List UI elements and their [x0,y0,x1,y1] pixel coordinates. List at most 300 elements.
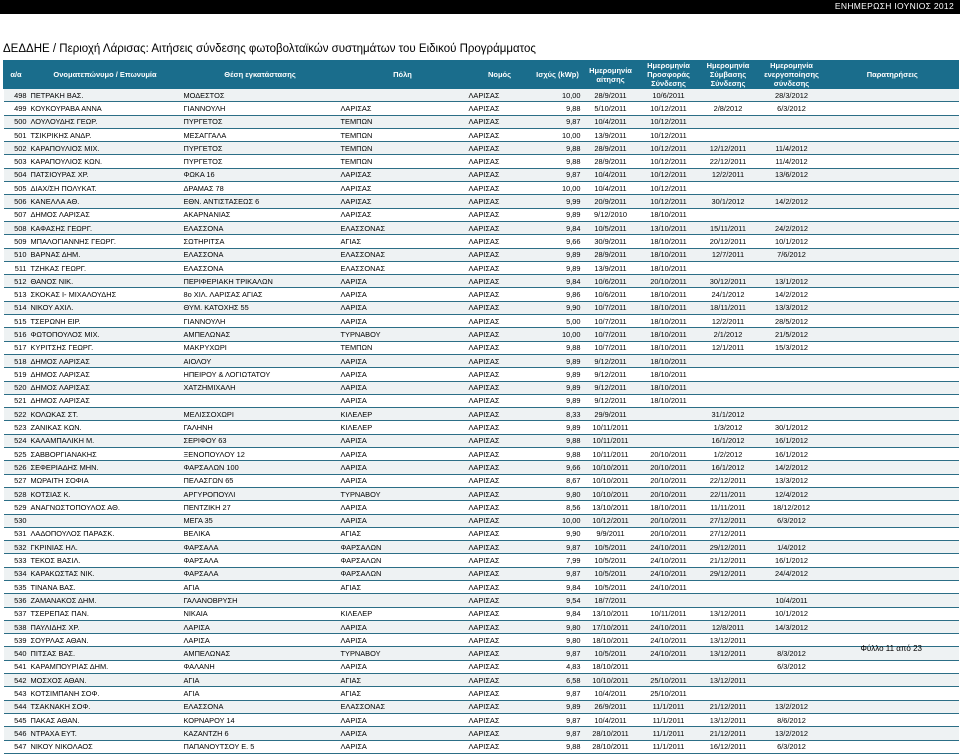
cell-contract-date [699,394,758,407]
cell-offer-date: 10/11/2011 [639,607,699,620]
cell-id: 540 [4,647,29,660]
cell-application-date: 10/6/2011 [583,275,639,288]
cell-id: 525 [4,448,29,461]
cell-power: 9,88 [533,142,583,155]
cell-location: ΗΠΕΙΡΟΥ & ΛΟΓΙΩΤΑΤΟΥ [182,368,339,381]
cell-prefecture: ΛΑΡΙΣΑΣ [467,448,533,461]
cell-prefecture: ΛΑΡΙΣΑΣ [467,142,533,155]
cell-city: ΛΑΡΙΣΑ [339,461,467,474]
cell-offer-date: 18/10/2011 [639,354,699,367]
cell-id: 503 [4,155,29,168]
cell-remarks [826,381,959,394]
cell-city: ΛΑΡΙΣΑ [339,315,467,328]
cell-name: ΔΗΜΟΣ ΛΑΡΙΣΑΣ [29,208,182,221]
cell-offer-date: 24/10/2011 [639,567,699,580]
cell-offer-date: 24/10/2011 [639,580,699,593]
cell-remarks [826,155,959,168]
cell-remarks [826,740,959,753]
cell-offer-date: 18/10/2011 [639,261,699,274]
cell-contract-date: 15/11/2011 [699,221,758,234]
cell-location: ΦΑΡΣΑΛΑ [182,541,339,554]
cell-id: 537 [4,607,29,620]
cell-activation-date: 30/1/2012 [758,421,826,434]
cell-location: 8ο ΧΙΛ. ΛΑΡΙΣΑΣ ΑΓΙΑΣ [182,288,339,301]
cell-offer-date: 25/10/2011 [639,687,699,700]
cell-city: ΛΑΡΙΣΑ [339,301,467,314]
cell-contract-date [699,594,758,607]
cell-remarks [826,301,959,314]
header-contract-date: Ημερομηνία Σύμβασης Σύνδεσης [699,60,758,89]
table-row [4,381,959,394]
cell-name: ΣΕΦΕΡΙΑΔΗΣ ΜΗΝ. [29,461,182,474]
cell-id: 532 [4,541,29,554]
cell-prefecture: ΛΑΡΙΣΑΣ [467,248,533,261]
cell-prefecture: ΛΑΡΙΣΑΣ [467,288,533,301]
cell-prefecture: ΛΑΡΙΣΑΣ [467,514,533,527]
cell-contract-date: 22/11/2011 [699,487,758,500]
cell-city: ΛΑΡΙΣΑ [339,660,467,673]
cell-application-date: 18/7/2011 [583,594,639,607]
cell-name: ΚΟΤΣΙΜΠΑΝΗ ΣΟΦ. [29,687,182,700]
table-row [4,541,959,554]
table-row [4,275,959,288]
cell-remarks [826,687,959,700]
cell-prefecture: ΛΑΡΙΣΑΣ [467,261,533,274]
cell-power: 9,89 [533,381,583,394]
cell-prefecture: ΛΑΡΙΣΑΣ [467,487,533,500]
cell-id: 544 [4,700,29,713]
cell-city: ΛΑΡΙΣΑ [339,514,467,527]
cell-power: 9,89 [533,421,583,434]
table-row [4,461,959,474]
cell-id: 533 [4,554,29,567]
cell-contract-date: 24/1/2012 [699,288,758,301]
cell-city: ΛΑΡΙΣΑ [339,474,467,487]
table-row [4,248,959,261]
cell-name: ΠΑΥΛΙΔΗΣ ΧΡ. [29,620,182,633]
cell-activation-date: 14/2/2012 [758,461,826,474]
cell-application-date: 9/12/2011 [583,394,639,407]
cell-remarks [826,713,959,726]
table-row [4,195,959,208]
cell-offer-date: 18/10/2011 [639,301,699,314]
cell-activation-date [758,381,826,394]
cell-offer-date: 24/10/2011 [639,620,699,633]
cell-contract-date: 29/12/2011 [699,567,758,580]
cell-application-date: 28/9/2011 [583,155,639,168]
cell-activation-date: 24/4/2012 [758,567,826,580]
cell-activation-date: 11/4/2012 [758,155,826,168]
cell-city: ΤΕΜΠΩΝ [339,128,467,141]
cell-city: ΛΑΡΙΣΑ [339,501,467,514]
cell-application-date: 10/7/2011 [583,341,639,354]
cell-power: 9,87 [533,541,583,554]
cell-city: ΤΕΜΠΩΝ [339,115,467,128]
cell-id: 505 [4,182,29,195]
cell-application-date: 10/5/2011 [583,554,639,567]
cell-activation-date [758,208,826,221]
cell-prefecture: ΛΑΡΙΣΑΣ [467,660,533,673]
top-bar [0,0,960,14]
table-row [4,421,959,434]
table-row [4,727,959,740]
cell-activation-date: 6/3/2012 [758,102,826,115]
cell-activation-date: 8/6/2012 [758,713,826,726]
cell-contract-date: 30/1/2012 [699,195,758,208]
cell-location: ΑΚΑΡΝΑΝΙΑΣ [182,208,339,221]
cell-id: 504 [4,168,29,181]
cell-prefecture: ΛΑΡΙΣΑΣ [467,168,533,181]
cell-power: 5,00 [533,315,583,328]
cell-power: 9,84 [533,221,583,234]
cell-activation-date: 13/1/2012 [758,275,826,288]
table-row [4,607,959,620]
cell-remarks [826,487,959,500]
table-row [4,474,959,487]
cell-location: ΓΙΑΝΝΟΥΛΗ [182,315,339,328]
cell-power: 9,84 [533,607,583,620]
cell-remarks [826,315,959,328]
cell-application-date: 10/5/2011 [583,647,639,660]
cell-contract-date: 13/12/2011 [699,647,758,660]
cell-activation-date: 12/4/2012 [758,487,826,500]
cell-application-date: 10/5/2011 [583,541,639,554]
table-row [4,155,959,168]
cell-power: 9,87 [533,713,583,726]
cell-location: ΠΕΡΙΦΕΡΙΑΚΗ ΤΡΙΚΑΛΩΝ [182,275,339,288]
cell-prefecture: ΛΑΡΙΣΑΣ [467,727,533,740]
cell-remarks [826,328,959,341]
cell-location: ΦΑΛΑΝΗ [182,660,339,673]
cell-name: ΣΑΒΒΟΡΓΙΑΝΑΚΗΣ [29,448,182,461]
cell-activation-date [758,687,826,700]
cell-activation-date: 14/2/2012 [758,195,826,208]
cell-activation-date: 14/2/2012 [758,288,826,301]
cell-city: ΛΑΡΙΣΑ [339,740,467,753]
cell-power: 9,87 [533,115,583,128]
cell-contract-date: 2/8/2012 [699,102,758,115]
cell-remarks [826,674,959,687]
cell-id: 500 [4,115,29,128]
cell-prefecture: ΛΑΡΙΣΑΣ [467,408,533,421]
cell-power: 8,67 [533,474,583,487]
table-row [4,315,959,328]
table-row [4,368,959,381]
cell-offer-date: 18/10/2011 [639,394,699,407]
cell-activation-date: 6/3/2012 [758,514,826,527]
cell-application-date: 10/7/2011 [583,315,639,328]
table-row [4,235,959,248]
cell-prefecture: ΛΑΡΙΣΑΣ [467,368,533,381]
cell-remarks [826,514,959,527]
cell-offer-date: 11/1/2011 [639,727,699,740]
cell-city [339,89,467,102]
cell-city: ΑΓΙΑΣ [339,674,467,687]
cell-contract-date [699,687,758,700]
cell-power: 9,88 [533,434,583,447]
header-city: Πόλη [339,60,467,89]
cell-application-date: 28/9/2011 [583,248,639,261]
cell-name: ΑΝΑΓΝΩΣΤΟΠΟΥΛΟΣ ΑΘ. [29,501,182,514]
cell-activation-date [758,261,826,274]
cell-name: ΤΕΚΟΣ ΒΑΣΙΛ. [29,554,182,567]
cell-contract-date: 12/7/2011 [699,248,758,261]
cell-location: ΔΡΑΜΑΣ 78 [182,182,339,195]
cell-offer-date: 20/10/2011 [639,275,699,288]
cell-name: ΚΟΤΣΙΑΣ Κ. [29,487,182,500]
cell-remarks [826,461,959,474]
table-row [4,554,959,567]
cell-location: ΠΕΛΑΣΓΩΝ 65 [182,474,339,487]
cell-application-date: 10/4/2011 [583,168,639,181]
cell-id: 509 [4,235,29,248]
cell-power: 10,00 [533,328,583,341]
cell-remarks [826,115,959,128]
cell-contract-date: 29/12/2011 [699,541,758,554]
table-row [4,168,959,181]
cell-power: 9,84 [533,580,583,593]
cell-application-date: 20/9/2011 [583,195,639,208]
cell-prefecture: ΛΑΡΙΣΑΣ [467,301,533,314]
cell-power: 9,80 [533,487,583,500]
cell-activation-date: 1/4/2012 [758,541,826,554]
cell-remarks [826,354,959,367]
cell-remarks [826,221,959,234]
cell-power: 10,00 [533,128,583,141]
cell-id: 535 [4,580,29,593]
cell-application-date: 9/12/2011 [583,354,639,367]
cell-activation-date: 13/3/2012 [758,301,826,314]
cell-id: 514 [4,301,29,314]
cell-activation-date [758,354,826,367]
cell-prefecture: ΛΑΡΙΣΑΣ [467,607,533,620]
cell-offer-date: 24/10/2011 [639,647,699,660]
cell-contract-date: 1/3/2012 [699,421,758,434]
cell-application-date: 10/6/2011 [583,288,639,301]
cell-activation-date: 13/2/2012 [758,700,826,713]
cell-prefecture: ΛΑΡΙΣΑΣ [467,354,533,367]
cell-name: ΖΑΝΙΚΑΣ ΚΩΝ. [29,421,182,434]
cell-offer-date: 24/10/2011 [639,554,699,567]
cell-contract-date [699,354,758,367]
cell-remarks [826,501,959,514]
cell-activation-date: 13/6/2012 [758,168,826,181]
cell-activation-date [758,394,826,407]
cell-prefecture: ΛΑΡΙΣΑΣ [467,315,533,328]
cell-application-date: 10/5/2011 [583,580,639,593]
cell-offer-date: 13/10/2011 [639,221,699,234]
cell-power: 9,89 [533,208,583,221]
header-power: Ισχύς (kWp) [533,60,583,89]
cell-id: 506 [4,195,29,208]
cell-name: ΚΑΡΑΠΟΥΛΙΟΣ ΜΙΧ. [29,142,182,155]
cell-prefecture: ΛΑΡΙΣΑΣ [467,620,533,633]
header-location: Θέση εγκατάστασης [182,60,339,89]
cell-remarks [826,594,959,607]
cell-remarks [826,580,959,593]
cell-id: 526 [4,461,29,474]
cell-offer-date: 20/10/2011 [639,461,699,474]
cell-city: ΑΓΙΑΣ [339,687,467,700]
cell-remarks [826,527,959,540]
cell-activation-date: 18/12/2012 [758,501,826,514]
cell-prefecture: ΛΑΡΙΣΑΣ [467,182,533,195]
cell-contract-date: 22/12/2011 [699,155,758,168]
cell-activation-date: 7/6/2012 [758,248,826,261]
cell-application-date: 10/12/2011 [583,514,639,527]
cell-city: ΛΑΡΙΣΑΣ [339,168,467,181]
cell-prefecture: ΛΑΡΙΣΑΣ [467,567,533,580]
cell-offer-date: 24/10/2011 [639,634,699,647]
cell-id: 521 [4,394,29,407]
cell-location: ΕΛΑΣΣΟΝΑ [182,261,339,274]
cell-power: 9,89 [533,354,583,367]
cell-offer-date: 20/10/2011 [639,527,699,540]
cell-remarks [826,128,959,141]
cell-application-date: 13/9/2011 [583,128,639,141]
table-row [4,660,959,673]
cell-offer-date [639,421,699,434]
cell-id: 499 [4,102,29,115]
cell-city: ΛΑΡΙΣΑ [339,620,467,633]
cell-name: ΔΗΜΟΣ ΛΑΡΙΣΑΣ [29,354,182,367]
cell-power: 6,58 [533,674,583,687]
cell-prefecture: ΛΑΡΙΣΑΣ [467,461,533,474]
cell-id: 547 [4,740,29,753]
cell-city: ΤΕΜΠΩΝ [339,142,467,155]
table-row [4,501,959,514]
cell-contract-date: 16/12/2011 [699,740,758,753]
cell-location: ΕΛΑΣΣΟΝΑ [182,700,339,713]
cell-city: ΕΛΑΣΣΟΝΑΣ [339,700,467,713]
cell-name: ΘΑΝΟΣ ΝΙΚ. [29,275,182,288]
table-row [4,142,959,155]
cell-city: ΛΑΡΙΣΑ [339,368,467,381]
cell-location: ΘΥΜ. ΚΑΤΟΧΗΣ 55 [182,301,339,314]
cell-location: ΑΡΓΥΡΟΠΟΥΛΙ [182,487,339,500]
table-row [4,354,959,367]
table-row [4,221,959,234]
cell-location: ΦΑΡΣΑΛΑ [182,554,339,567]
cell-remarks [826,368,959,381]
cell-activation-date: 28/5/2012 [758,315,826,328]
cell-name: ΖΑΜΑΝΑΚΟΣ ΔΗΜ. [29,594,182,607]
cell-city: ΛΑΡΙΣΑΣ [339,195,467,208]
header-remarks: Παρατηρήσεις [826,60,959,89]
cell-city: ΤΕΜΠΩΝ [339,155,467,168]
cell-prefecture: ΛΑΡΙΣΑΣ [467,155,533,168]
table-row [4,594,959,607]
cell-contract-date [699,381,758,394]
cell-name: ΚΑΛΑΜΠΑΛΙΚΗ Μ. [29,434,182,447]
cell-application-date: 13/10/2011 [583,607,639,620]
cell-id: 528 [4,487,29,500]
cell-id: 507 [4,208,29,221]
cell-activation-date: 14/3/2012 [758,620,826,633]
table-row [4,527,959,540]
cell-power: 9,88 [533,341,583,354]
cell-city: ΛΑΡΙΣΑ [339,354,467,367]
cell-application-date: 28/9/2011 [583,142,639,155]
cell-name: ΔΙΑΧ/ΣΗ ΠΟΛΥΚΑΤ. [29,182,182,195]
cell-id: 520 [4,381,29,394]
cell-contract-date: 22/12/2011 [699,474,758,487]
cell-activation-date [758,674,826,687]
table-row [4,341,959,354]
cell-location: ΛΑΡΙΣΑ [182,634,339,647]
cell-offer-date [639,434,699,447]
cell-name: ΦΩΤΟΠΟΥΛΟΣ ΜΙΧ. [29,328,182,341]
cell-name: ΚΟΛΩΚΑΣ ΣΤ. [29,408,182,421]
cell-city: ΛΑΡΙΣΑ [339,448,467,461]
header-application-date: Ημερομηνία αίτησης [583,60,639,89]
cell-location: ΜΕΓΑ 35 [182,514,339,527]
cell-prefecture: ΛΑΡΙΣΑΣ [467,674,533,687]
cell-name: ΛΟΥΛΟΥΔΗΣ ΓΕΩΡ. [29,115,182,128]
cell-application-date: 5/10/2011 [583,102,639,115]
cell-city: ΛΑΡΙΣΑ [339,394,467,407]
cell-activation-date [758,128,826,141]
table-row [4,580,959,593]
cell-remarks [826,700,959,713]
cell-name: ΠΙΤΣΑΣ ΒΑΣ. [29,647,182,660]
cell-id: 542 [4,674,29,687]
table-row [4,128,959,141]
cell-contract-date: 13/12/2011 [699,607,758,620]
cell-remarks [826,434,959,447]
cell-location: ΛΑΡΙΣΑ [182,620,339,633]
cell-location: ΣΕΡΙΦΟΥ 63 [182,434,339,447]
cell-offer-date: 18/10/2011 [639,381,699,394]
cell-name: ΤΣΕΡΕΠΑΣ ΠΑΝ. [29,607,182,620]
header-activation-date: Ημερομηνία ενεργοποίησης σύνδεσης [758,60,826,89]
cell-city: ΦΑΡΣΑΛΩΝ [339,567,467,580]
cell-name: ΣΚΟΚΑΣ Ι- ΜΙΧΑΛΟΥΔΗΣ [29,288,182,301]
cell-location: ΑΜΠΕΛΩΝΑΣ [182,647,339,660]
cell-id: 527 [4,474,29,487]
cell-activation-date [758,634,826,647]
cell-offer-date: 10/12/2011 [639,142,699,155]
table-row [4,620,959,633]
cell-city: ΤΕΜΠΩΝ [339,341,467,354]
cell-location: ΦΩΚΑ 16 [182,168,339,181]
cell-name [29,514,182,527]
cell-activation-date: 10/1/2012 [758,235,826,248]
table-row [4,89,959,102]
cell-city: ΦΑΡΣΑΛΩΝ [339,554,467,567]
cell-power: 9,99 [533,195,583,208]
cell-location: ΑΓΙΑ [182,687,339,700]
cell-contract-date: 11/11/2011 [699,501,758,514]
cell-power: 9,88 [533,448,583,461]
cell-power: 9,84 [533,275,583,288]
cell-application-date: 29/9/2011 [583,408,639,421]
cell-location: ΕΛΑΣΣΟΝΑ [182,221,339,234]
cell-location [182,394,339,407]
cell-offer-date: 10/12/2011 [639,102,699,115]
update-label: ΕΝΗΜΕΡΩΣΗ ΙΟΥΝΙΟΣ 2012 [834,1,954,11]
cell-location: ΝΙΚΑΙΑ [182,607,339,620]
cell-offer-date: 24/10/2011 [639,541,699,554]
cell-prefecture: ΛΑΡΙΣΑΣ [467,89,533,102]
cell-power: 9,89 [533,700,583,713]
cell-offer-date: 18/10/2011 [639,328,699,341]
cell-city: ΛΑΡΙΣΑΣ [339,102,467,115]
cell-id: 522 [4,408,29,421]
cell-name: ΠΑΤΣΙΟΥΡΑΣ ΧΡ. [29,168,182,181]
cell-application-date: 10/4/2011 [583,687,639,700]
cell-location: ΒΕΛΙΚΑ [182,527,339,540]
